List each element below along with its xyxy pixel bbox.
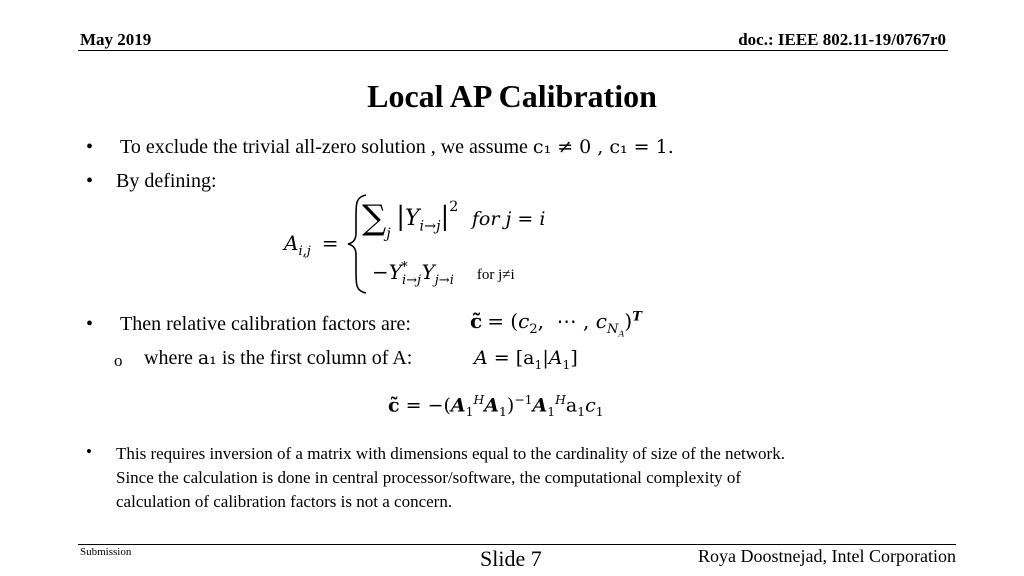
footer-slide-number: Slide 7 bbox=[480, 546, 542, 571]
bullet-4-line-2: Since the calculation is done in central processor/software, the computational complexity of bbox=[116, 468, 742, 487]
bullet-1-math: c₁ ≠ 0 , c₁ = 1. bbox=[532, 136, 674, 158]
sub-bullet-math: $A = [a_1|A_1]$ bbox=[474, 347, 578, 372]
bullet-1 bbox=[120, 136, 674, 159]
header-date: May 2019 bbox=[80, 30, 152, 49]
footer-submission: Submission bbox=[80, 546, 132, 558]
sub-bullet: where a₁ is the first column of A: bbox=[144, 347, 413, 369]
bullet-2-text: By defining: bbox=[116, 170, 217, 192]
definition-case-1: $\sum_j$ $|Y_{i\to j}|^2$ for j = i bbox=[362, 198, 546, 243]
bullet-3-text: Then relative calibration factors are: bbox=[120, 313, 411, 335]
definition-lhs: $A_{i,j}$ = bbox=[284, 231, 339, 259]
bullet-1-text: To exclude the trivial all-zero solution , we assume bbox=[120, 136, 528, 158]
case-2-condition: for j≠i bbox=[476, 267, 515, 283]
calibration-formula: c̃ = $-(A_1^HA_1)^{-1}A_1^Ha_1c_1$ bbox=[388, 393, 604, 420]
bullet-4 bbox=[116, 442, 936, 514]
header-rule bbox=[78, 50, 948, 51]
header-doc-id: doc.: IEEE 802.11-19/0767r0 bbox=[738, 30, 946, 49]
footer-rule bbox=[78, 544, 956, 545]
bullet-marker: • bbox=[86, 313, 94, 335]
definition-case-2: $-Y_{i\to j}^*$ $Y_{j\to i}$ for j≠i bbox=[372, 260, 515, 288]
bullet-marker: • bbox=[86, 442, 92, 461]
bullet-marker: • bbox=[86, 136, 94, 158]
footer-author: Roya Doostnejad, Intel Corporation bbox=[698, 546, 956, 566]
bullet-marker: • bbox=[86, 170, 94, 192]
case-1-condition: for j = i bbox=[471, 208, 546, 230]
bullet-3-math: c̃ = ($c_2$, ⋯ , $c_{N_A})^T$ bbox=[470, 309, 642, 339]
slide-title: Local AP Calibration bbox=[367, 78, 657, 114]
bullet-4-line-1: This requires inversion of a matrix with dimensions equal to the cardinality of size of the network. bbox=[116, 444, 785, 463]
sum-symbol: ∑ bbox=[362, 198, 387, 238]
bullet-4-line-3: calculation of calibration factors is not a concern. bbox=[116, 492, 453, 511]
sub-bullet-marker: o bbox=[114, 351, 123, 370]
